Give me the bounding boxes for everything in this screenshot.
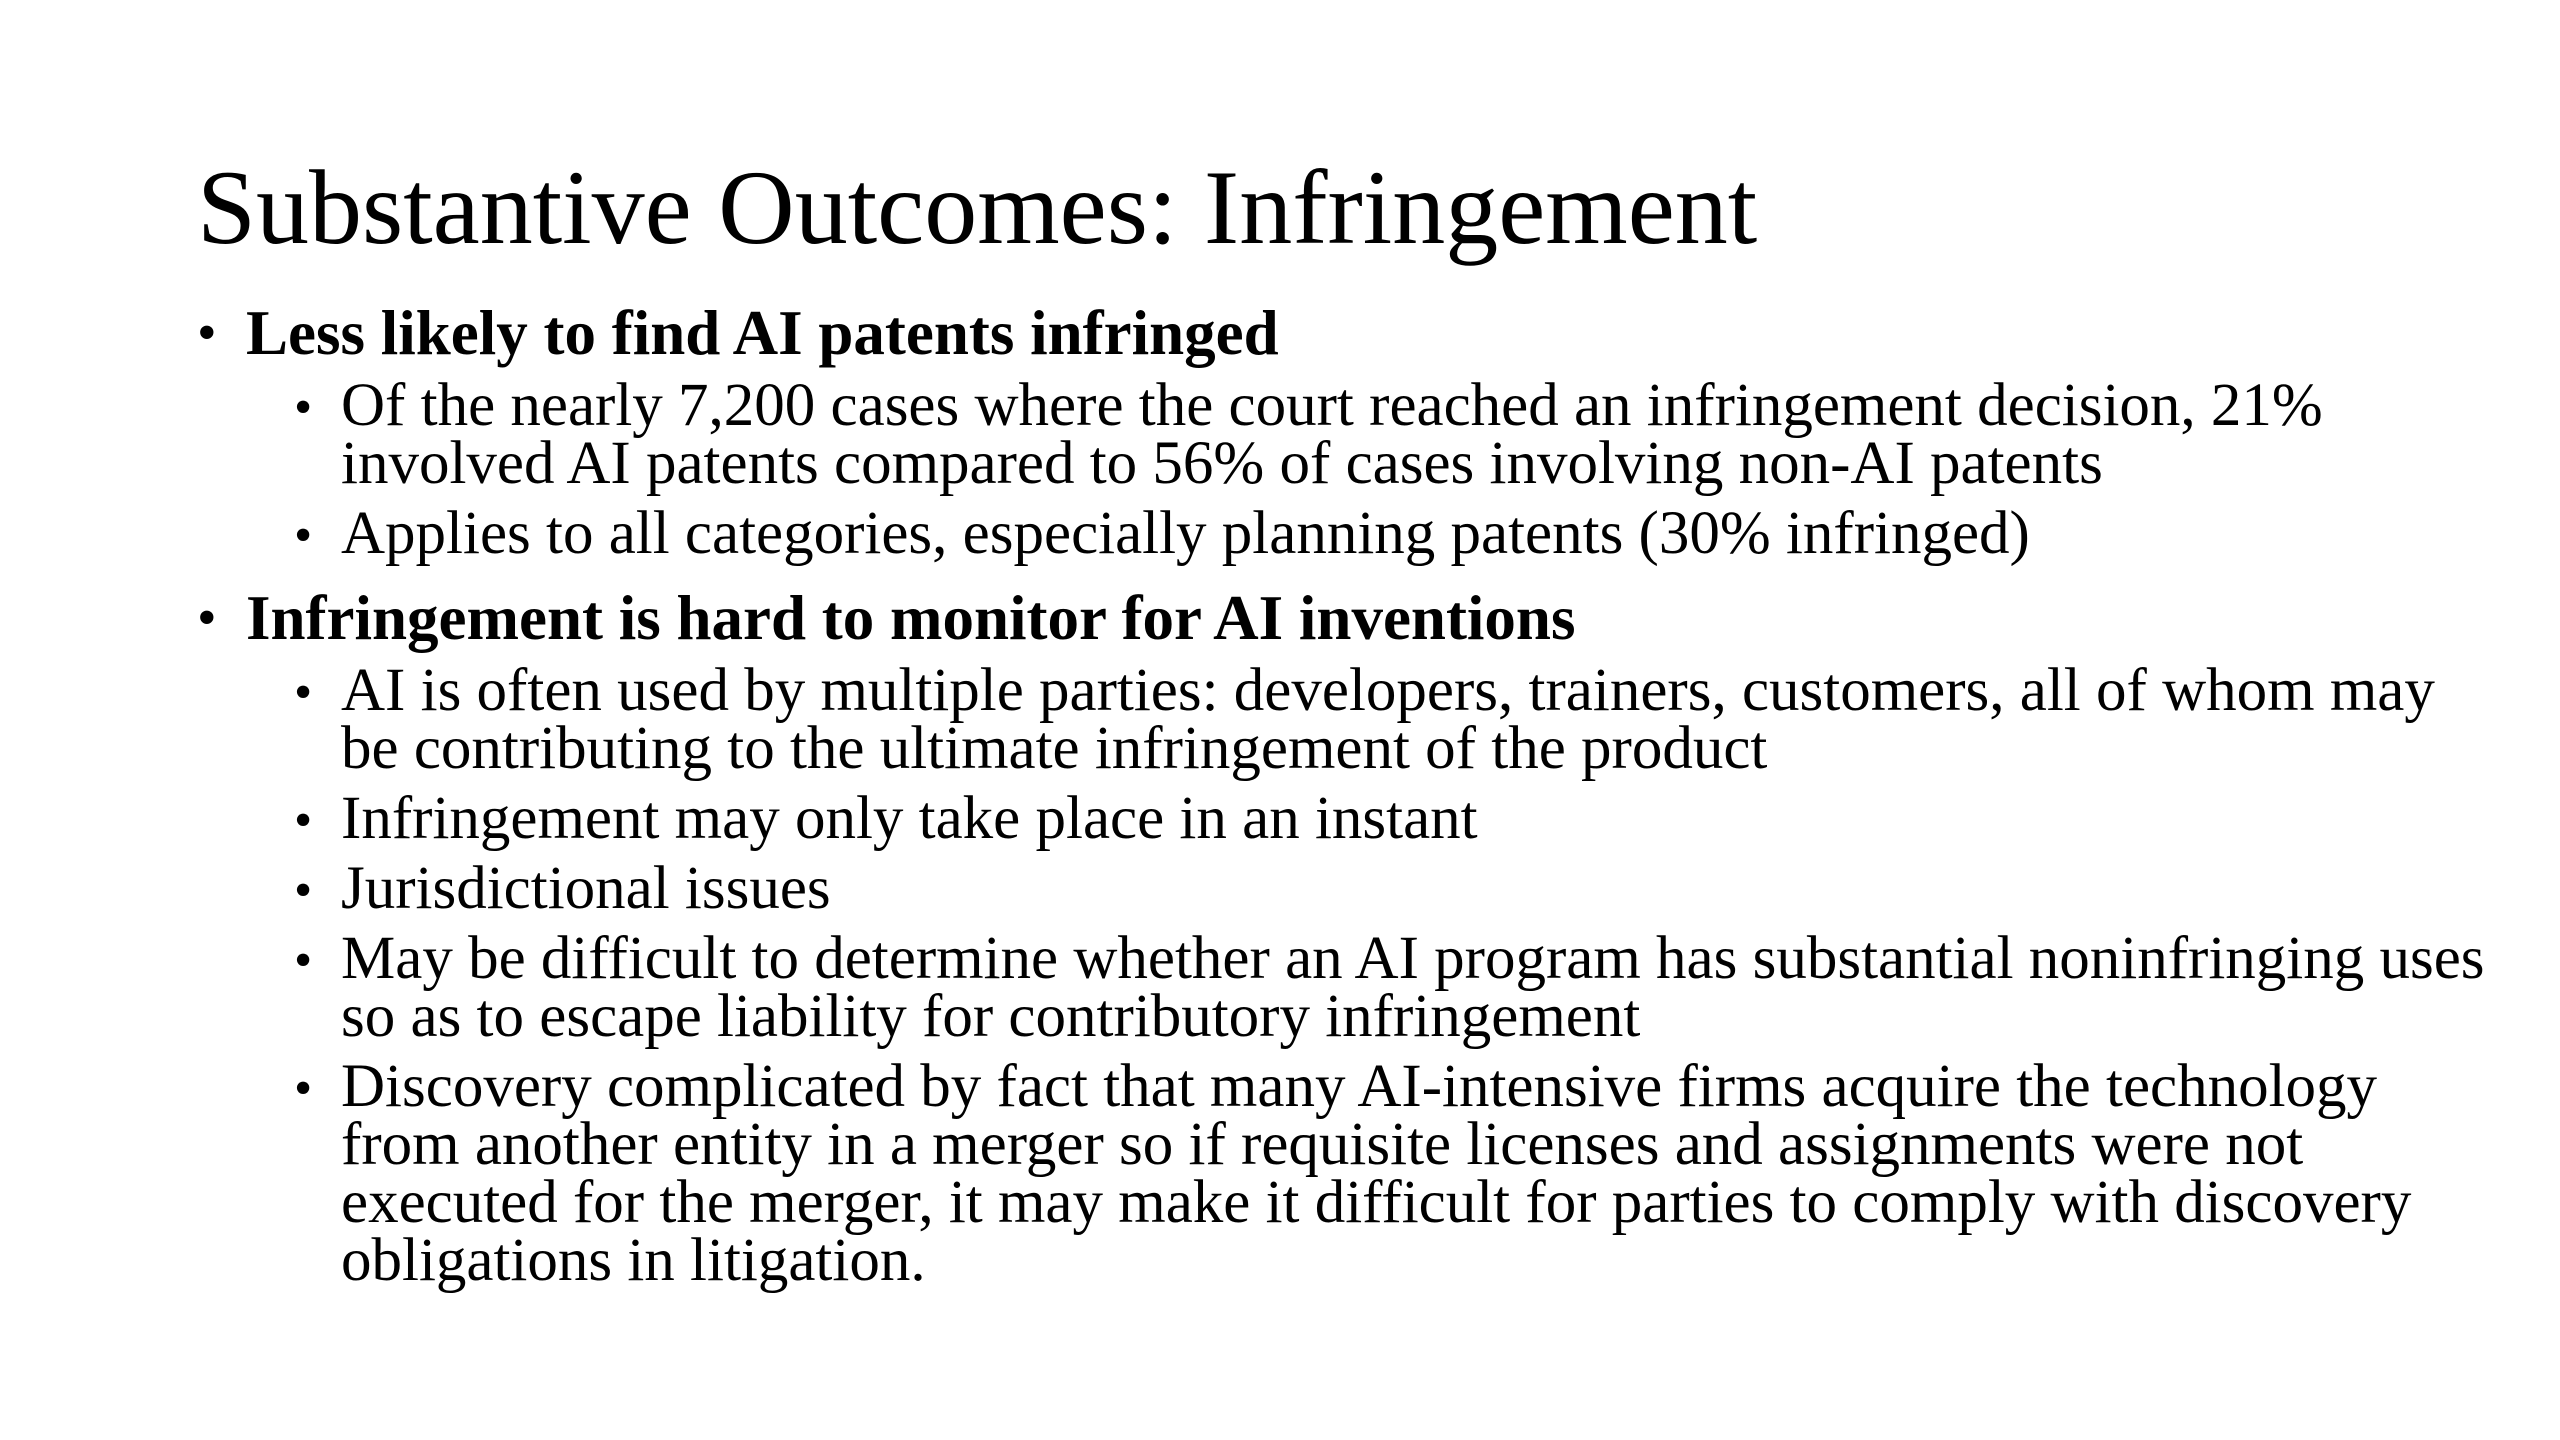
- bullet-icon: •: [197, 302, 217, 364]
- sub-bullet-list: [197, 657, 2497, 1294]
- bullet-icon: •: [294, 507, 313, 564]
- bullet-icon: •: [294, 862, 313, 919]
- slide-title: Substantive Outcomes: Infringement: [197, 149, 1758, 266]
- bullet-heading-hard-to-monitor: [197, 583, 2497, 653]
- sub-bullet: [294, 925, 2497, 1050]
- sub-bullet-text: Discovery complicated by fact that many AI-intensive firms acquire the technology from another entity in a merger so if requisite licenses and assignments were not executed for the merger, it may make it difficult for parties to comply with discovery obligations in litigation.: [341, 1053, 2412, 1294]
- slide-body: [197, 298, 2497, 1294]
- sub-bullet-text: Jurisdictional issues: [341, 855, 831, 922]
- sub-bullet: [294, 1053, 2497, 1294]
- sub-bullet-text: Applies to all categories, especially planning patents (30% infringed): [341, 500, 2030, 567]
- sub-bullet: [294, 855, 2497, 922]
- sub-bullet: [294, 785, 2497, 852]
- sub-bullet-text: Of the nearly 7,200 cases where the court reached an infringement decision, 21% involved AI patents compared to 56% of cases involving non-AI patents: [341, 372, 2323, 497]
- bullet-heading-text: Less likely to find AI patents infringed: [246, 298, 1279, 368]
- bullet-icon: •: [197, 587, 217, 649]
- bullet-icon: •: [294, 664, 313, 721]
- sub-bullet-text: May be difficult to determine whether an AI program has substantial noninfringing uses so as to escape liability for contributory infringement: [341, 925, 2485, 1050]
- bullet-heading-text: Infringement is hard to monitor for AI inventions: [246, 583, 1576, 653]
- bullet-heading-less-likely: [197, 298, 2497, 368]
- bullet-icon: •: [294, 1060, 313, 1117]
- sub-bullet-text: AI is often used by multiple parties: developers, trainers, customers, all of whom may be contributing to the ultimate infringement of the product: [341, 657, 2435, 782]
- sub-bullet-list: [197, 372, 2497, 567]
- sub-bullet: [294, 657, 2497, 782]
- bullet-icon: •: [294, 932, 313, 989]
- sub-bullet: [294, 372, 2497, 497]
- sub-bullet: [294, 500, 2497, 567]
- bullet-icon: •: [294, 379, 313, 436]
- bullet-icon: •: [294, 792, 313, 849]
- sub-bullet-text: Infringement may only take place in an instant: [341, 785, 1478, 852]
